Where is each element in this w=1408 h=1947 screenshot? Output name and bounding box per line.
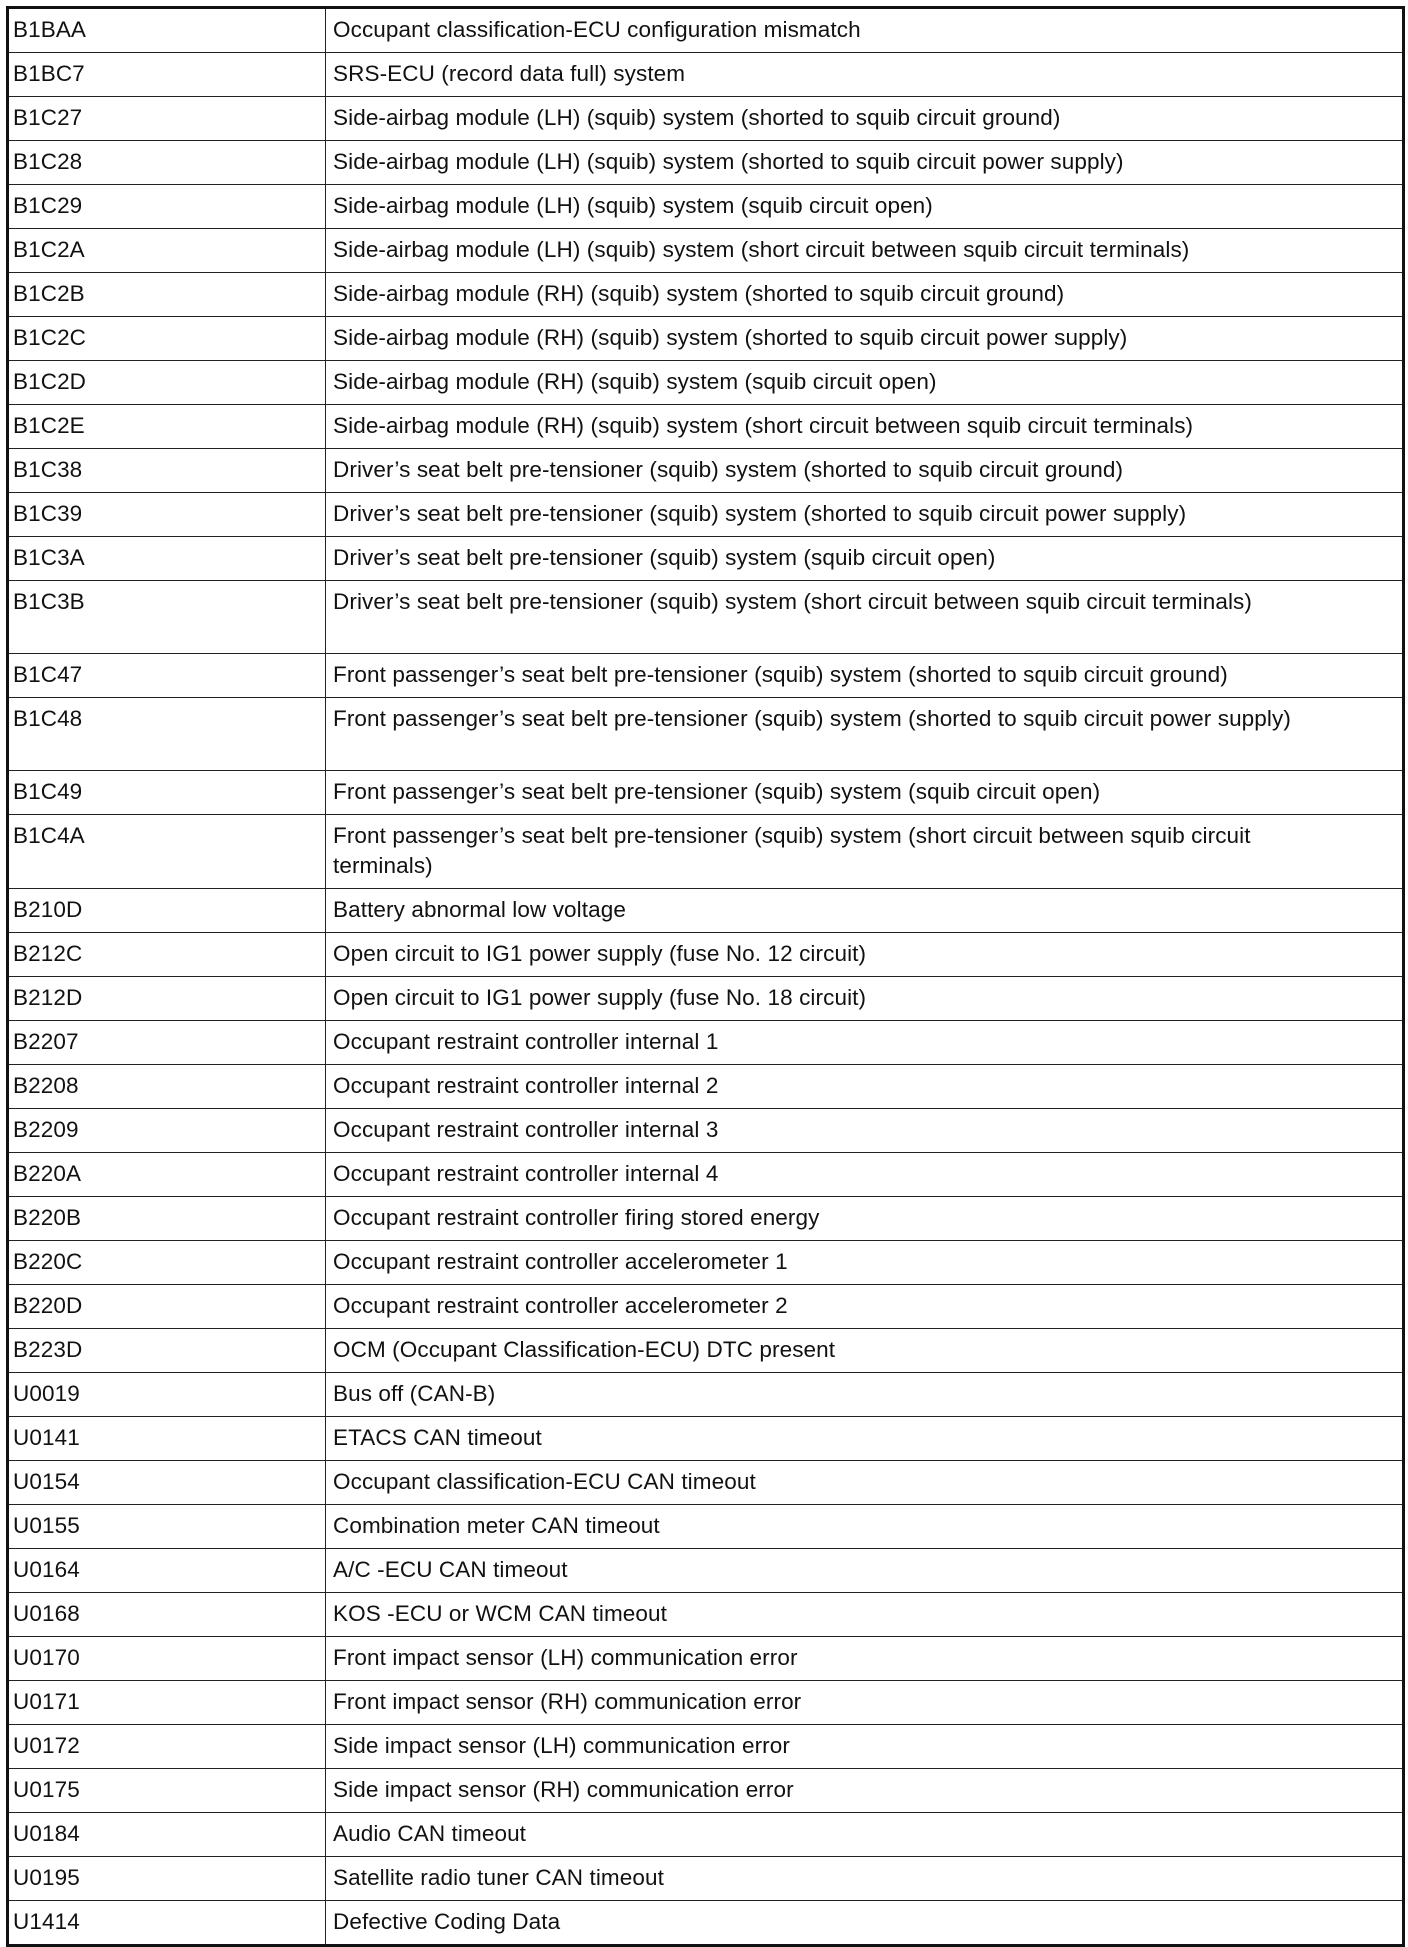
- dtc-code-cell: B220B: [8, 1197, 326, 1241]
- dtc-description-cell: Driver’s seat belt pre-tensioner (squib) system (squib circuit open): [326, 537, 1404, 581]
- dtc-description-cell: Occupant restraint controller accelerometer 2: [326, 1285, 1404, 1329]
- dtc-code-cell: B1C3B: [8, 581, 326, 654]
- dtc-code-cell: B1C38: [8, 449, 326, 493]
- dtc-description-cell: Side-airbag module (RH) (squib) system (squib circuit open): [326, 361, 1404, 405]
- dtc-code-cell: B220D: [8, 1285, 326, 1329]
- dtc-description-cell: Front passenger’s seat belt pre-tensioner (squib) system (shorted to squib circuit power supply): [326, 698, 1404, 771]
- table-row: [8, 1813, 1404, 1857]
- table-row: [8, 1329, 1404, 1373]
- table-row: [8, 1593, 1404, 1637]
- dtc-code-cell: B1C28: [8, 141, 326, 185]
- dtc-description-cell: Occupant restraint controller internal 4: [326, 1153, 1404, 1197]
- table-row: [8, 361, 1404, 405]
- table-row: [8, 771, 1404, 815]
- dtc-code-cell: B1C2B: [8, 273, 326, 317]
- dtc-code-cell: B1C29: [8, 185, 326, 229]
- dtc-code-cell: B2209: [8, 1109, 326, 1153]
- dtc-description-cell: Satellite radio tuner CAN timeout: [326, 1857, 1404, 1901]
- dtc-description-cell: Side impact sensor (RH) communication error: [326, 1769, 1404, 1813]
- dtc-description-cell: Bus off (CAN-B): [326, 1373, 1404, 1417]
- dtc-description-cell: Side impact sensor (LH) communication error: [326, 1725, 1404, 1769]
- dtc-description-cell: Side-airbag module (LH) (squib) system (shorted to squib circuit ground): [326, 97, 1404, 141]
- dtc-code-cell: B1C2D: [8, 361, 326, 405]
- dtc-description-cell: Front passenger’s seat belt pre-tensioner (squib) system (short circuit between squib circuit terminals): [326, 815, 1404, 889]
- table-row: [8, 53, 1404, 97]
- table-row: [8, 1153, 1404, 1197]
- dtc-description-cell: Occupant restraint controller accelerometer 1: [326, 1241, 1404, 1285]
- dtc-code-cell: B1C39: [8, 493, 326, 537]
- table-row: [8, 537, 1404, 581]
- table-row: [8, 654, 1404, 698]
- table-row: [8, 185, 1404, 229]
- table-row: [8, 1461, 1404, 1505]
- table-row: [8, 1373, 1404, 1417]
- table-row: [8, 977, 1404, 1021]
- dtc-description-cell: Side-airbag module (LH) (squib) system (shorted to squib circuit power supply): [326, 141, 1404, 185]
- dtc-code-cell: B210D: [8, 889, 326, 933]
- dtc-description-cell: SRS-ECU (record data full) system: [326, 53, 1404, 97]
- dtc-description-cell: Side-airbag module (RH) (squib) system (short circuit between squib circuit terminals): [326, 405, 1404, 449]
- dtc-description-cell: Front impact sensor (RH) communication error: [326, 1681, 1404, 1725]
- dtc-description-cell: Side-airbag module (RH) (squib) system (shorted to squib circuit ground): [326, 273, 1404, 317]
- dtc-code-cell: B1C2C: [8, 317, 326, 361]
- table-row: [8, 1021, 1404, 1065]
- dtc-code-cell: U0172: [8, 1725, 326, 1769]
- table-row: [8, 1109, 1404, 1153]
- dtc-code-cell: B1BC7: [8, 53, 326, 97]
- table-row: [8, 449, 1404, 493]
- dtc-description-cell: Occupant classification-ECU CAN timeout: [326, 1461, 1404, 1505]
- table-row: [8, 229, 1404, 273]
- dtc-code-cell: U0195: [8, 1857, 326, 1901]
- table-row: [8, 889, 1404, 933]
- dtc-code-cell: B223D: [8, 1329, 326, 1373]
- dtc-table-body: [8, 8, 1404, 1946]
- dtc-code-cell: B1C3A: [8, 537, 326, 581]
- table-row: [8, 1901, 1404, 1946]
- dtc-description-cell: Front impact sensor (LH) communication error: [326, 1637, 1404, 1681]
- table-row: [8, 1857, 1404, 1901]
- dtc-table: [6, 6, 1405, 1947]
- dtc-description-cell: Battery abnormal low voltage: [326, 889, 1404, 933]
- table-row: [8, 581, 1404, 654]
- dtc-code-cell: U0168: [8, 1593, 326, 1637]
- dtc-description-cell: Side-airbag module (LH) (squib) system (short circuit between squib circuit terminals): [326, 229, 1404, 273]
- dtc-description-cell: Audio CAN timeout: [326, 1813, 1404, 1857]
- dtc-description-cell: Open circuit to IG1 power supply (fuse No. 12 circuit): [326, 933, 1404, 977]
- table-row: [8, 1637, 1404, 1681]
- table-row: [8, 405, 1404, 449]
- dtc-code-cell: U1414: [8, 1901, 326, 1946]
- dtc-code-cell: U0141: [8, 1417, 326, 1461]
- dtc-code-cell: U0154: [8, 1461, 326, 1505]
- dtc-description-cell: Occupant restraint controller internal 2: [326, 1065, 1404, 1109]
- dtc-description-cell: Open circuit to IG1 power supply (fuse No. 18 circuit): [326, 977, 1404, 1021]
- dtc-description-cell: OCM (Occupant Classification-ECU) DTC present: [326, 1329, 1404, 1373]
- dtc-description-cell: Occupant restraint controller internal 1: [326, 1021, 1404, 1065]
- dtc-code-cell: B212C: [8, 933, 326, 977]
- table-row: [8, 815, 1404, 889]
- table-row: [8, 1285, 1404, 1329]
- table-row: [8, 493, 1404, 537]
- dtc-description-cell: Side-airbag module (LH) (squib) system (squib circuit open): [326, 185, 1404, 229]
- dtc-code-cell: U0184: [8, 1813, 326, 1857]
- table-row: [8, 141, 1404, 185]
- dtc-code-cell: B1C49: [8, 771, 326, 815]
- table-row: [8, 317, 1404, 361]
- dtc-code-cell: B212D: [8, 977, 326, 1021]
- dtc-description-cell: Side-airbag module (RH) (squib) system (shorted to squib circuit power supply): [326, 317, 1404, 361]
- dtc-description-cell: Driver’s seat belt pre-tensioner (squib) system (shorted to squib circuit power supply): [326, 493, 1404, 537]
- dtc-description-cell: Occupant restraint controller internal 3: [326, 1109, 1404, 1153]
- dtc-code-cell: B1C27: [8, 97, 326, 141]
- dtc-description-cell: Front passenger’s seat belt pre-tensioner (squib) system (shorted to squib circuit ground): [326, 654, 1404, 698]
- table-row: [8, 1769, 1404, 1813]
- table-row: [8, 1065, 1404, 1109]
- dtc-description-cell: ETACS CAN timeout: [326, 1417, 1404, 1461]
- table-row: [8, 1681, 1404, 1725]
- table-row: [8, 1505, 1404, 1549]
- dtc-description-cell: Defective Coding Data: [326, 1901, 1404, 1946]
- dtc-code-cell: B1C2A: [8, 229, 326, 273]
- dtc-code-cell: U0175: [8, 1769, 326, 1813]
- dtc-description-cell: Front passenger’s seat belt pre-tensioner (squib) system (squib circuit open): [326, 771, 1404, 815]
- dtc-code-cell: U0019: [8, 1373, 326, 1417]
- dtc-description-cell: Occupant classification-ECU configuration mismatch: [326, 8, 1404, 53]
- dtc-code-cell: B220A: [8, 1153, 326, 1197]
- dtc-code-cell: B1C2E: [8, 405, 326, 449]
- table-row: [8, 1197, 1404, 1241]
- table-row: [8, 933, 1404, 977]
- dtc-code-cell: B1BAA: [8, 8, 326, 53]
- dtc-code-cell: B2207: [8, 1021, 326, 1065]
- dtc-description-cell: Driver’s seat belt pre-tensioner (squib) system (shorted to squib circuit ground): [326, 449, 1404, 493]
- dtc-description-cell: A/C -ECU CAN timeout: [326, 1549, 1404, 1593]
- dtc-code-cell: B2208: [8, 1065, 326, 1109]
- dtc-description-cell: Occupant restraint controller firing stored energy: [326, 1197, 1404, 1241]
- table-row: [8, 1725, 1404, 1769]
- dtc-code-cell: B1C47: [8, 654, 326, 698]
- dtc-code-cell: U0155: [8, 1505, 326, 1549]
- table-row: [8, 97, 1404, 141]
- dtc-code-cell: B1C48: [8, 698, 326, 771]
- table-row: [8, 1549, 1404, 1593]
- table-row: [8, 1241, 1404, 1285]
- dtc-description-cell: Combination meter CAN timeout: [326, 1505, 1404, 1549]
- table-row: [8, 1417, 1404, 1461]
- dtc-description-cell: KOS -ECU or WCM CAN timeout: [326, 1593, 1404, 1637]
- dtc-document: [6, 6, 1402, 1947]
- table-row: [8, 698, 1404, 771]
- dtc-description-cell: Driver’s seat belt pre-tensioner (squib) system (short circuit between squib circuit terminals): [326, 581, 1404, 654]
- table-row: [8, 8, 1404, 53]
- table-row: [8, 273, 1404, 317]
- dtc-code-cell: B220C: [8, 1241, 326, 1285]
- dtc-code-cell: B1C4A: [8, 815, 326, 889]
- dtc-code-cell: U0170: [8, 1637, 326, 1681]
- dtc-code-cell: U0171: [8, 1681, 326, 1725]
- dtc-code-cell: U0164: [8, 1549, 326, 1593]
